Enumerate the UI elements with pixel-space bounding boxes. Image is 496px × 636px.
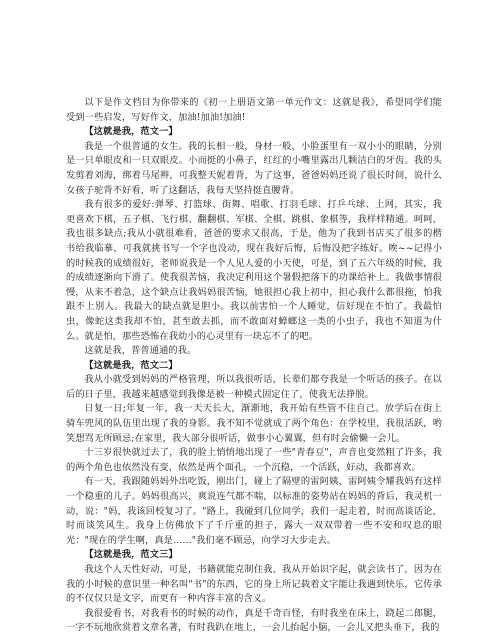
essay-2-paragraph: 日复一日;年复一年，我一天天长大，渐渐地，我开始有些管不住自己。放学后在街上骑车兜风的队伍里出现了我的身影。我不知不觉就成了两个角色：在学校里，我很活跃，哟笑想骂无所顾忌;在家里，我大部分很听话，做事小心翼翼，但有时会偷懒一会儿。 <box>66 403 442 444</box>
essay-2-heading: 【这就是我，范文二】 <box>84 359 178 371</box>
intro-paragraph: 以下是作文档目为你带来的《初一上册语文第一单元作文：这就是我》，希望同学们能受到一些启发，写好作文，加油!加油!加油! <box>66 97 442 123</box>
essay-1-heading: 【这就是我，范文一】 <box>84 126 178 138</box>
essay-3-paragraph: 我很爱看书，对我看书的时候的动作，真是千奇百怪，有时我坐在床上，跷起二郎腿，一字不玩地欣赏着文章名著，有时我趴在地上，一会儿抬起小脑，一会儿又把头垂下，我的 <box>66 607 442 634</box>
essay-3-heading: 【这就是我，范文三】 <box>84 549 178 561</box>
essay-2-paragraph: 有一天，我跟随妈妈外出吃饭，刚出门，碰上了隔壁的雷阿姨，雷阿姨令耀我妈有这样一个稳重的儿子。妈妈很高兴，爽说连气都不喘，以标准的姿势站在妈妈的背后，我灵机一动，说："妈，我该回校复习了。"路上，我碰到几位同学，我们一起走着，时而高谈话论，时而谈笑风生。我身上仿佛放下了千斤重的担子，露大一双双带着一些不安和叹息的眼光："现在的学生啊，真是……"我们毫不顾忌，向学习大步走去。 <box>66 476 442 546</box>
essay-1-paragraph: 这就是我，普普通通的我。 <box>84 345 197 357</box>
essay-1-paragraph: 我是一个很普通的女生。我的长相一般，身材一般，小脸蛋里有一双小小的眼睛，分别是一只单眼皮和一只双眼皮。小而挺的小鼻子，红红的小嘴里露出几颗洁白的牙齿。我的头发剪着刘海，绑着马尾辫，可我整天妮着背，为了这事，爸爸妈妈还说了很长时间，说什么女孩子驼背不好看，听了这翻话，我每天坚持挺直腰背。 <box>66 140 442 196</box>
essay-1-paragraph: 我有很多的爱好:弹琴、打篮球、街舞、唱歌、打羽毛球、打乒乓球、上网，其实，我更喜欢下棋，五子棋、飞行棋、翻翻棋、军棋、全棋、跳棋、象棋等，我样样精通。呵呵，我也很多缺点;我从小就很难看，爸爸的要求又很高，于是，他为了我到书店买了很多的楷书给我临摹，可我就挑书写一个字也没动，现在我好后悔，后悔没把字练好。唉~~记得小的时候我的成绩很好，老师说我是一个人见人爱的小天使，可是，到了五六年级的时候，我的成绩逐渐向下滑了。使我很苦恼，我决定利用这个暑假把落下的功课给补上。我做事情很慢，从来不着急，这个缺点让我妈妈很苦恼，她很担心我上初中，担心我什么都很拖，怕我跟不上别人。我最大的缺点就是胆小。我以前害怕一个人睡觉，信好现在不怕了。我最怕虫，像蛇这类我却不怕，甚至敢去抓，而不敢面对蟑螂这一类的小虫子，我也不知道为什么。就是怕，那些恐怖在我幼小的心灵里有一块忘不了的吧。 <box>66 199 442 342</box>
essay-2-paragraph: 十三岁很快就过去了，我的脸上悄悄地出现了一些"青春豆"，声音也变然粗了许多，我的两个角色也依然没有变，依然是两个面孔，一个沉稳，一个活跃，好动，我都喜欢。 <box>66 447 442 473</box>
document-body <box>66 96 442 636</box>
essay-2-paragraph: 我从小就受到妈妈的严格管理，所以我很听话，长辈们都夸我是一个听话的孩子。在以后的日子里，我越来越感觉到我像是被一种模式固定住了，使我无法挣脱。 <box>66 374 442 400</box>
essay-3-paragraph: 我这个人天性好动，可是，书籍就能克制住我，我从开始识字起，就会读书了，因为在我的小时候的意识里一种名叫"书"的东西，它的身上所记载着文字能让我遇到快乐，它传承的不仅仅只是文字，而更有一种内容丰富的含义。 <box>66 564 442 605</box>
